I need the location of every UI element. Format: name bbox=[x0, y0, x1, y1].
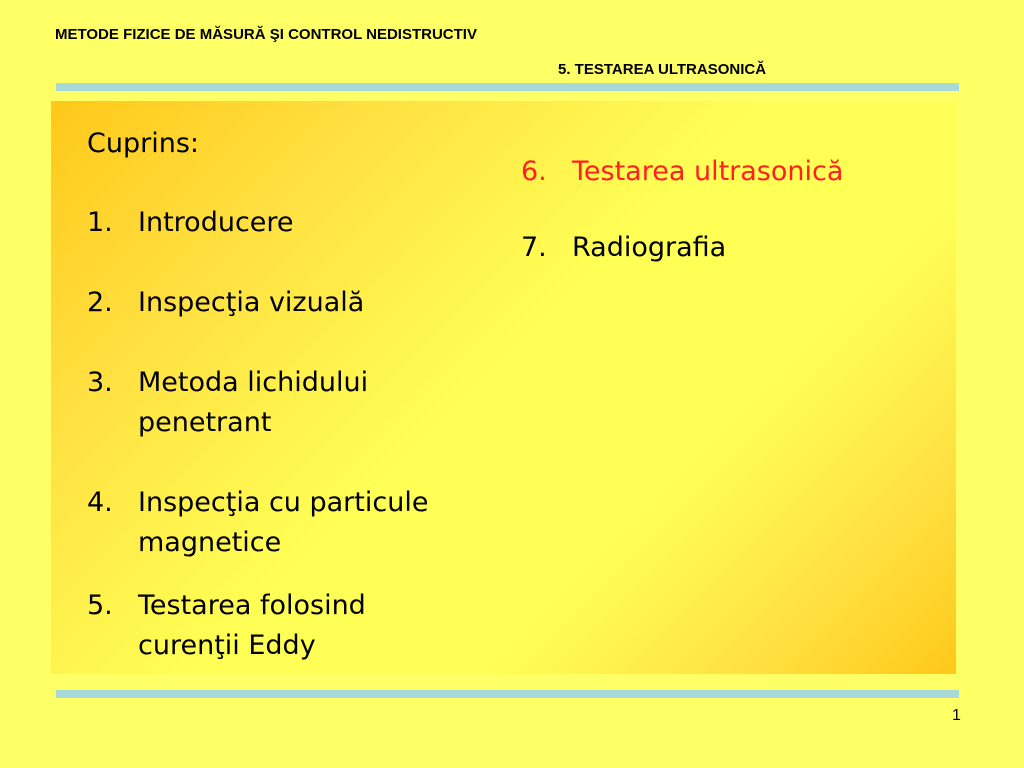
top-divider bbox=[56, 83, 959, 91]
toc-item-2 bbox=[87, 283, 364, 323]
presentation-title: METODE FIZICE DE MĂSURĂ ŞI CONTROL NEDISTRUCTIV bbox=[55, 26, 477, 43]
toc-item-6-current bbox=[521, 152, 843, 192]
toc-item-label: Introducere bbox=[138, 207, 294, 238]
toc-item-label-line: Testarea folosind bbox=[138, 590, 366, 621]
toc-item-label-line: penetrant bbox=[138, 407, 272, 438]
toc-item-4 bbox=[87, 483, 428, 563]
toc-item-number: 3. bbox=[87, 367, 113, 398]
toc-item-number: 2. bbox=[87, 287, 113, 318]
toc-item-7 bbox=[521, 228, 726, 268]
toc-item-label: Testarea ultrasonică bbox=[572, 156, 844, 187]
section-title: 5. TESTAREA ULTRASONICĂ bbox=[558, 61, 767, 78]
toc-item-number: 1. bbox=[87, 207, 113, 238]
toc-item-number: 6. bbox=[521, 156, 547, 187]
toc-item-5 bbox=[87, 586, 366, 666]
toc-item-label-group bbox=[138, 363, 368, 443]
page-number: 1 bbox=[952, 707, 961, 724]
toc-item-label-line: magnetice bbox=[138, 527, 282, 558]
toc-item-number: 5. bbox=[87, 590, 113, 621]
toc-item-label-group bbox=[138, 586, 366, 666]
toc-item-label: Inspecţia vizuală bbox=[138, 287, 365, 318]
toc-item-label-line: Metoda lichidului bbox=[138, 367, 369, 398]
toc-heading: Cuprins: bbox=[87, 128, 199, 159]
toc-item-3 bbox=[87, 363, 368, 443]
toc-item-number: 4. bbox=[87, 487, 113, 518]
toc-item-number: 7. bbox=[521, 232, 547, 263]
toc-item-label-line: curenţii Eddy bbox=[138, 630, 316, 661]
bottom-divider bbox=[56, 690, 959, 698]
toc-item-label-line: Inspecţia cu particule bbox=[138, 487, 429, 518]
toc-item-1 bbox=[87, 203, 294, 243]
toc-item-label: Radiografia bbox=[572, 232, 727, 263]
toc-item-label-group bbox=[138, 483, 428, 563]
